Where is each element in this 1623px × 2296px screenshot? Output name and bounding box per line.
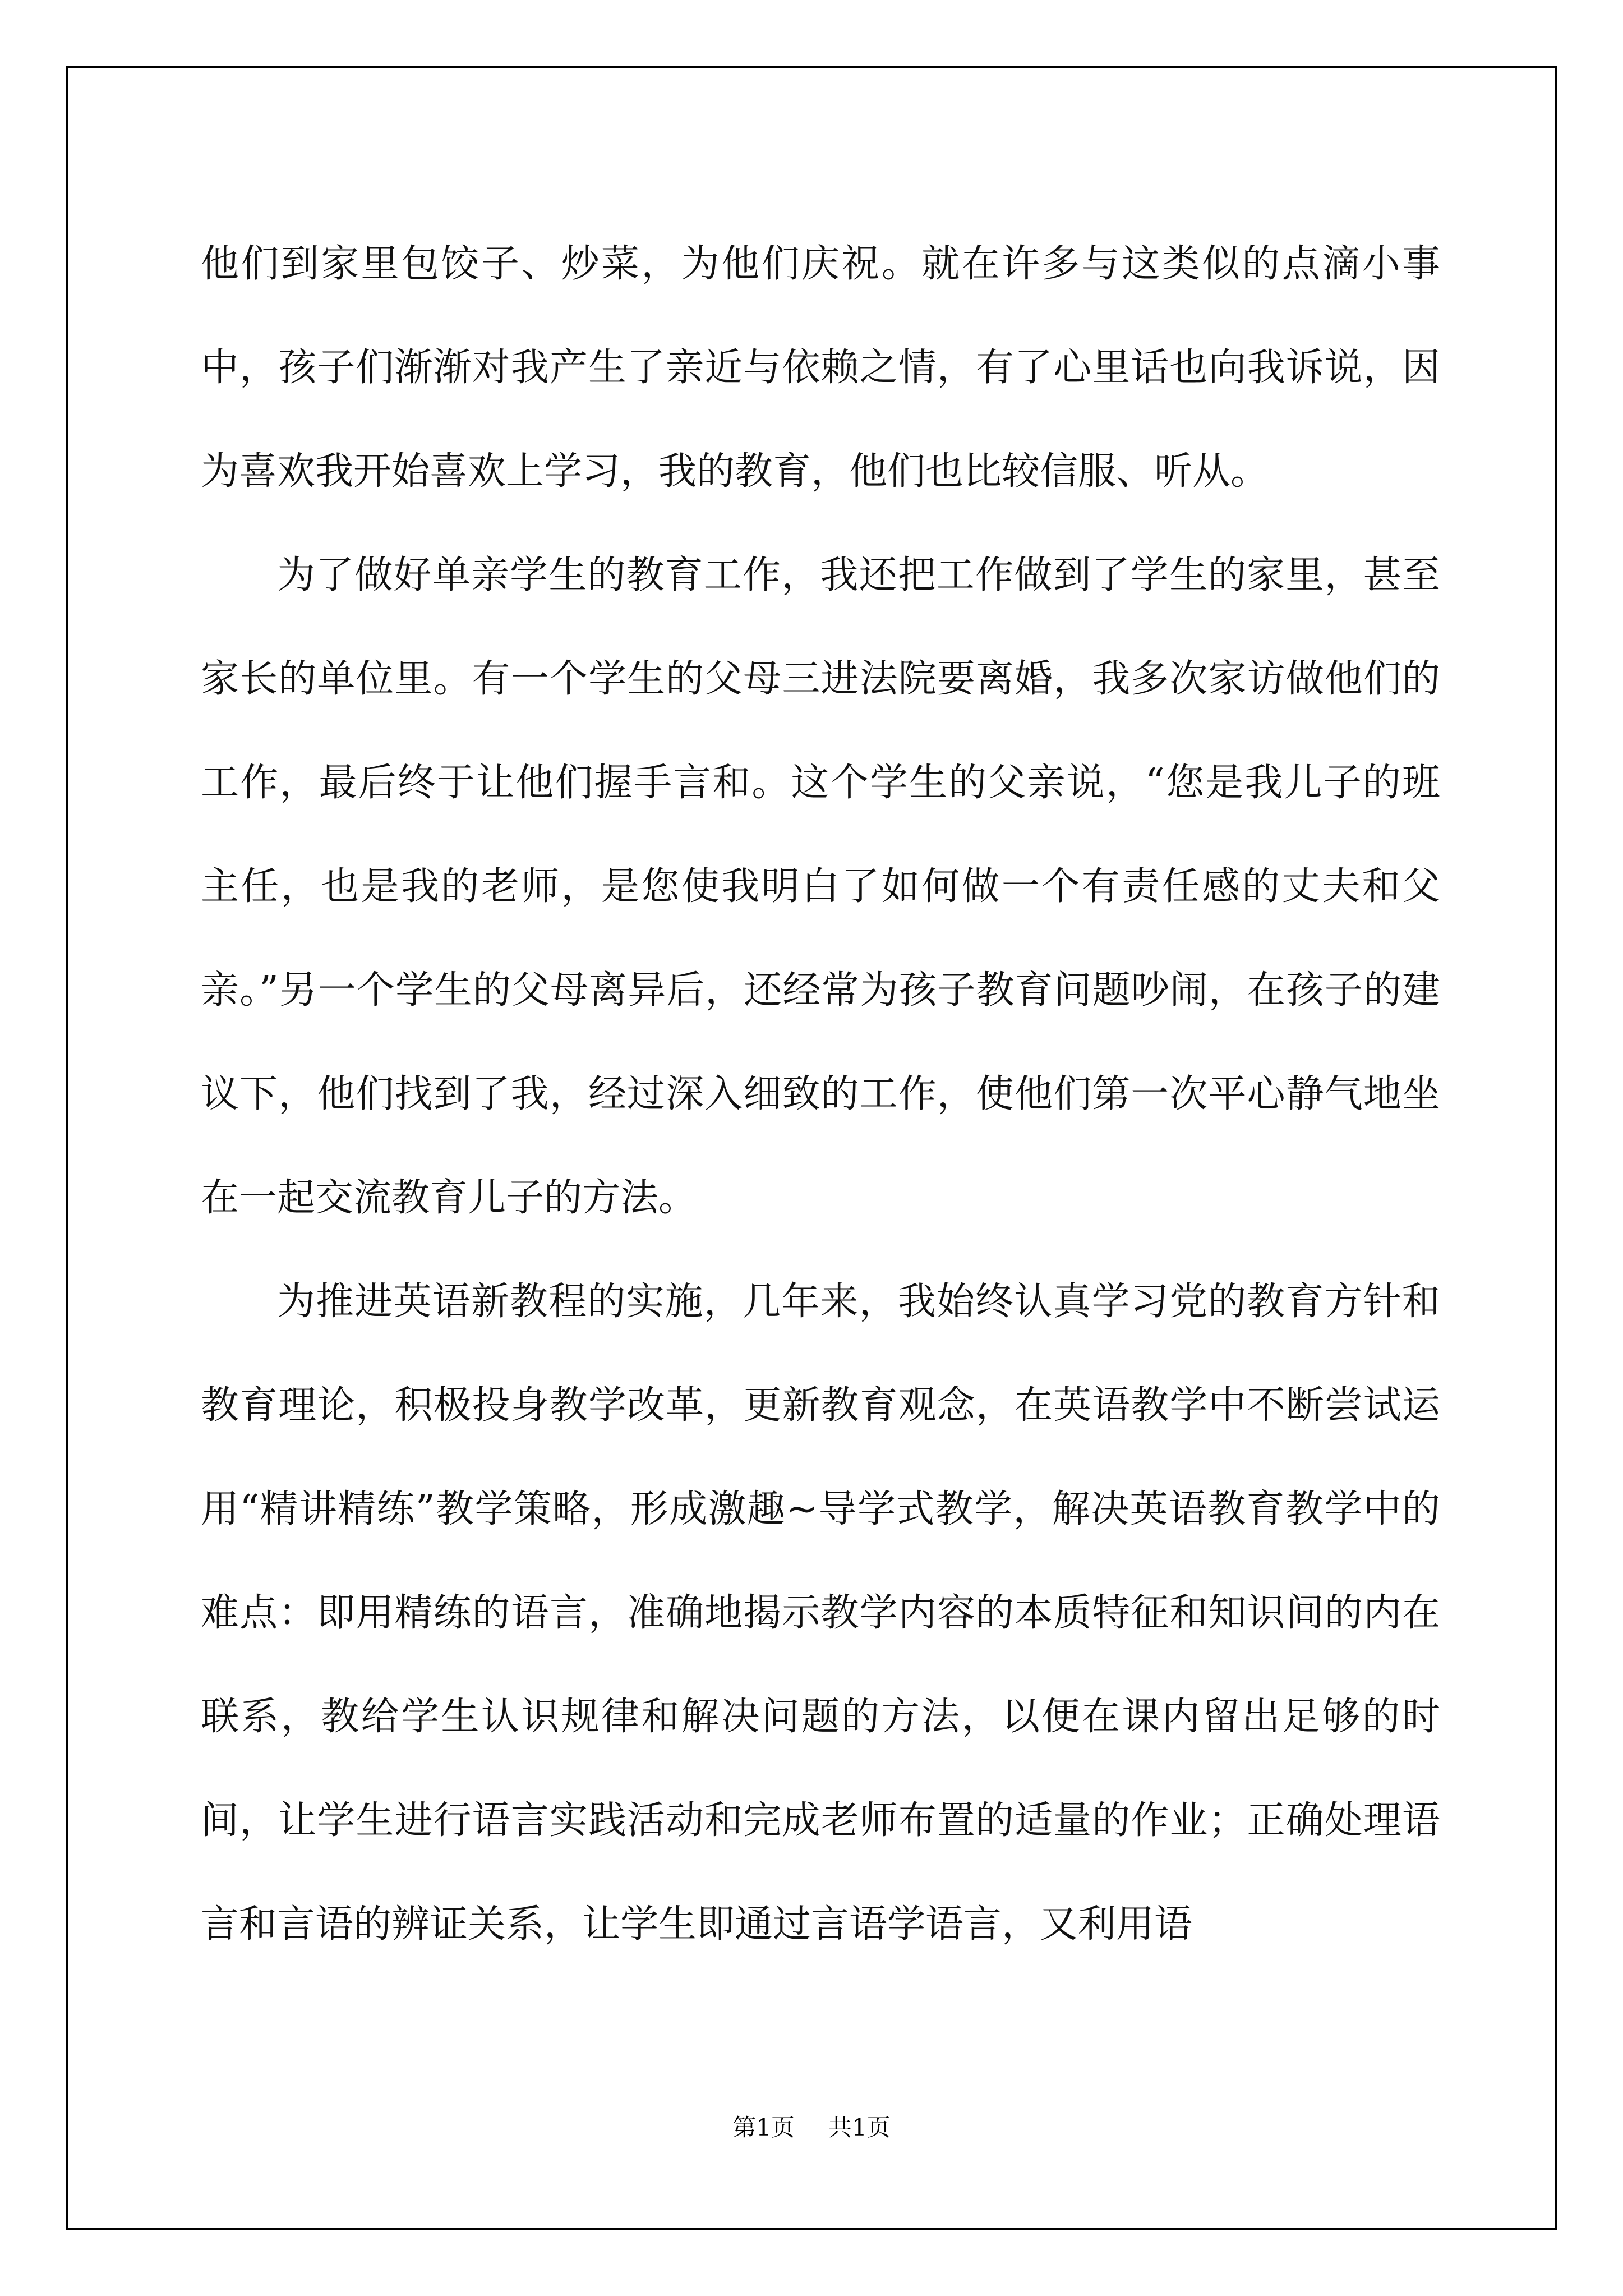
paragraph-1: 他们到家里包饺子、炒菜，为他们庆祝。就在许多与这类似的点滴小事中，孩子们渐渐对我产生了亲近与依赖之情，有了心里话也向我诉说，因为喜欢我开始喜欢上学习，我的教育，他们也比较信服、听从。 [201,242,1440,494]
page-number: 第1页 [732,2114,795,2141]
document-body [201,212,1440,1976]
paragraph-2: 为了做好单亲学生的教育工作，我还把工作做到了学生的家里，甚至家长的单位里。有一个学生的父母三进法院要离婚，我多次家访做他们的工作，最后终于让他们握手言和。这个学生的父亲说，“您是我儿子的班主任，也是我的老师，是您使我明白了如何做一个有责任感的丈夫和父亲。”另一个学生的父母离异后，还经常为孩子教育问题吵闹，在孩子的建议下，他们找到了我，经过深入细致的工作，使他们第一次平心静气地坐在一起交流教育儿子的方法。 [201,553,1440,1220]
page-footer [0,2109,1623,2143]
paragraph-3: 为推进英语新教程的实施，几年来，我始终认真学习党的教育方针和教育理论，积极投身教学改革，更新教育观念，在英语教学中不断尝试运用“精讲精练”教学策略，形成激趣~导学式教学，解决英语教育教学中的难点：即用精练的语言，准确地揭示教学内容的本质特征和知识间的内在联系，教给学生认识规律和解决问题的方法，以便在课内留出足够的时间，让学生进行语言实践活动和完成老师布置的适量的作业；正确处理语言和言语的辨证关系，让学生即通过言语学语言，又利用语 [201,1280,1440,1947]
page-total: 共1页 [828,2114,891,2141]
